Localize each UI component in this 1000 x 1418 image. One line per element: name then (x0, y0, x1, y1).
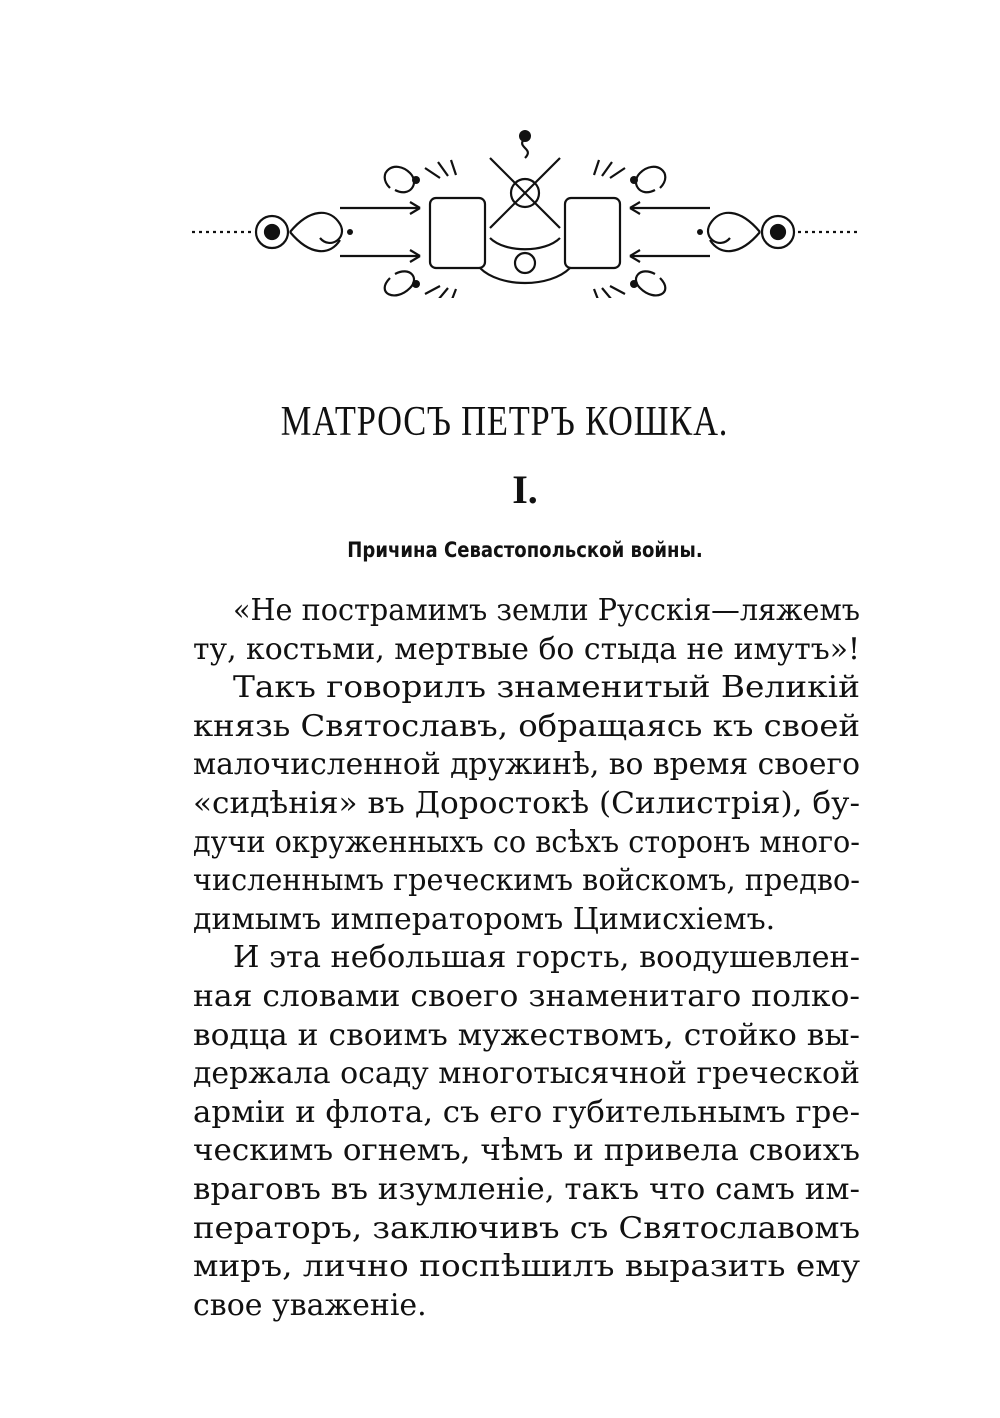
text-line: малочисленной дружинѣ, во время своего (193, 747, 860, 783)
text-line: дучи окруженныхъ со всѣхъ сторонъ много- (193, 824, 860, 860)
text-line: И эта небольшая горсть, воодушевлен- (233, 940, 860, 976)
text-line: ная словами своего знаменитаго полко- (193, 978, 860, 1014)
chapter-subtitle: Причина Севастопольской войны. (347, 538, 703, 562)
text-line: арміи и флота, съ его губительнымъ гре- (193, 1094, 860, 1130)
text-line: «сидѣнія» въ Доростокѣ (Силистрія), бу- (193, 785, 860, 821)
text-line: враговъ въ изумленіе, такъ что самъ им- (193, 1171, 860, 1207)
text-line: держала осаду многотысячной греческой (193, 1056, 860, 1092)
chapter-number: I. (512, 467, 538, 512)
text-line: димымъ императоромъ Цимисхіемъ. (193, 901, 776, 937)
text-line: численнымъ греческимъ войскомъ, предво- (193, 863, 860, 899)
text-line: Такъ говорилъ знаменитый Великій (233, 670, 860, 706)
text-line: миръ, лично поспѣшилъ выразить ему (193, 1249, 860, 1285)
ornamental-headpiece (190, 128, 860, 298)
text-line: «Не пострамимъ земли Русскія—ляжемъ (233, 593, 860, 628)
text-line: водца и своимъ мужествомъ, стойко вы- (193, 1017, 860, 1053)
text-line: ту, костьми, мертвые бо стыда не имутъ»! (193, 631, 860, 667)
text-line: князь Святославъ, обращаясь къ своей (193, 708, 860, 744)
text-line: ператоръ, заключивъ съ Святославомъ (193, 1210, 860, 1246)
text-line: ческимъ огнемъ, чѣмъ и привела своихъ (193, 1133, 860, 1169)
body-text (193, 592, 860, 1325)
page-title: МАТРОСЪ ПЕТРЪ КОШКА. (280, 399, 729, 445)
text-line: свое уваженіе. (193, 1287, 427, 1323)
